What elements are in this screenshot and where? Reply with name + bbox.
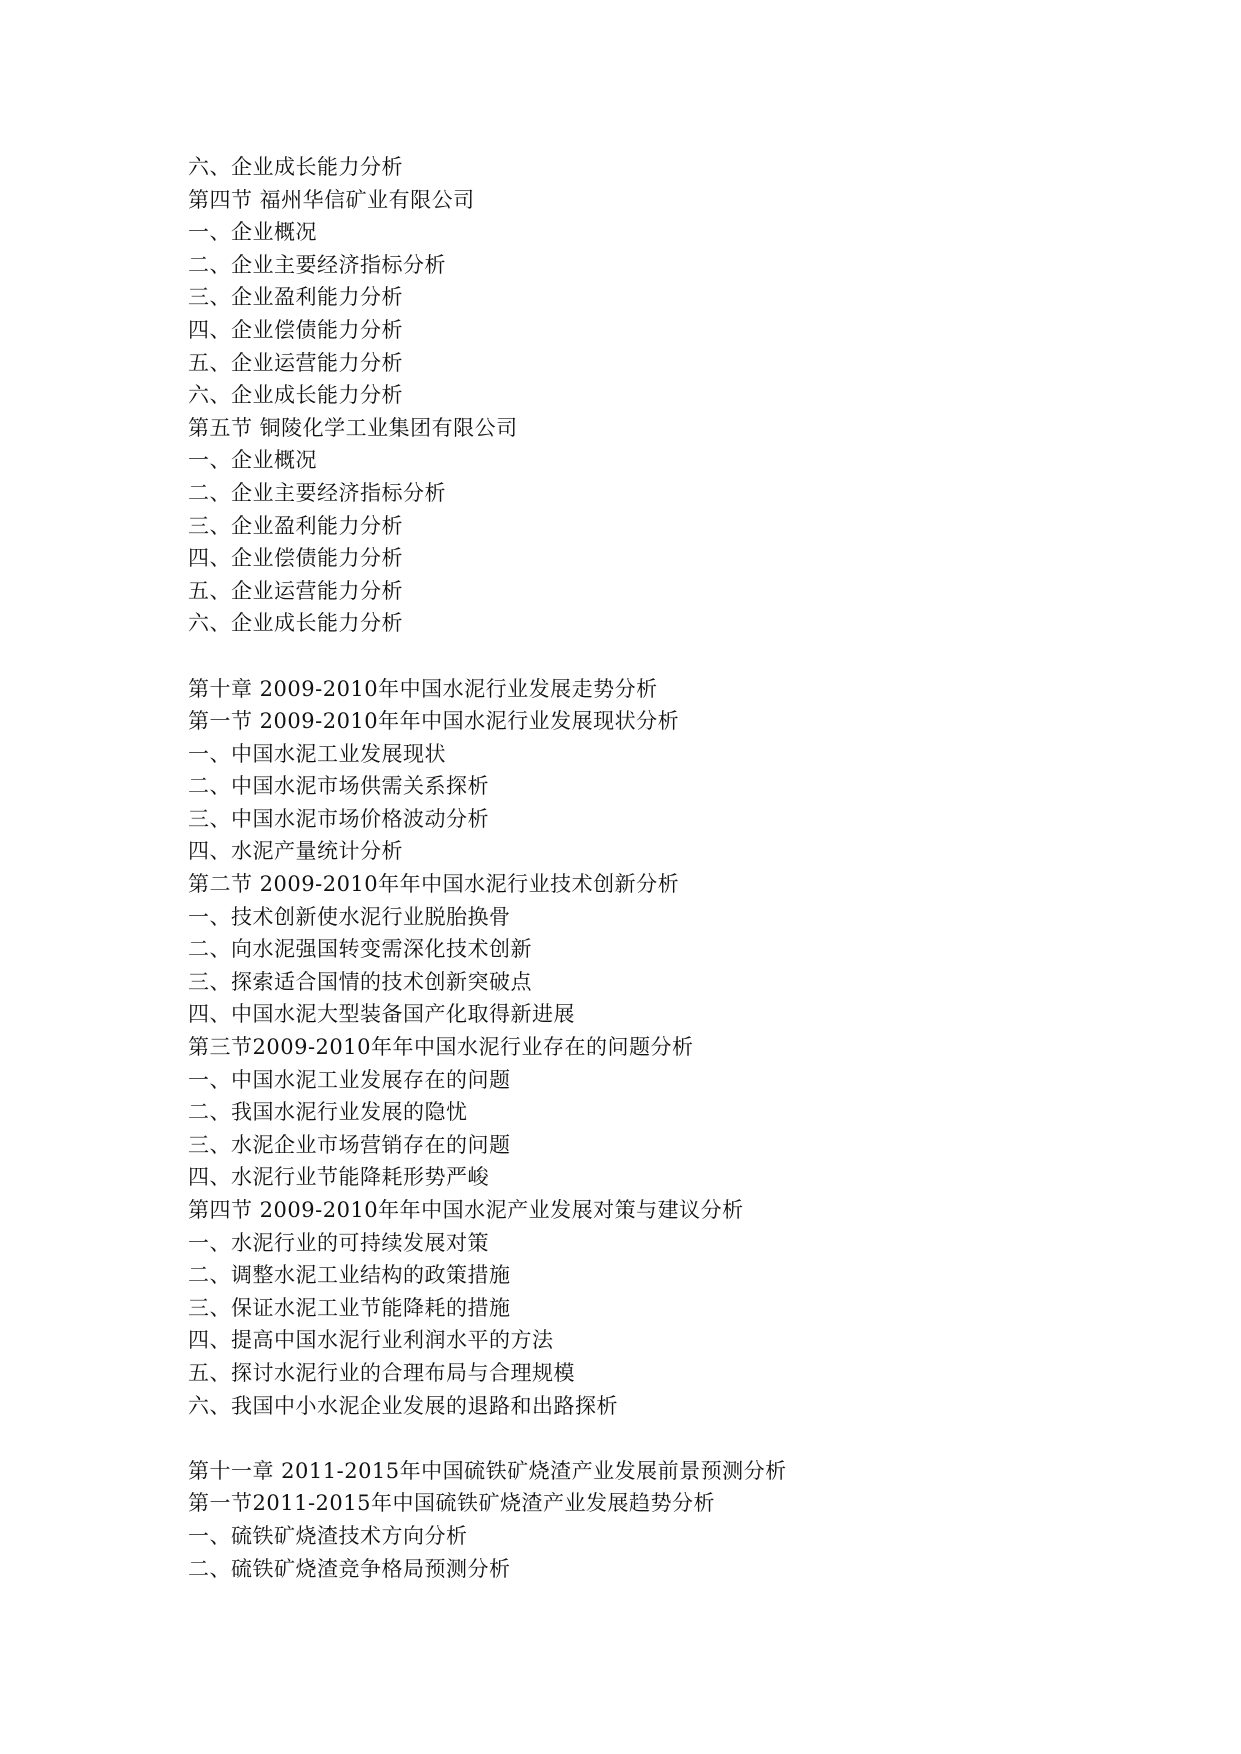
toc-line: 二、企业主要经济指标分析 [188, 480, 446, 505]
toc-line: 四、中国水泥大型装备国产化取得新进展 [188, 1002, 575, 1027]
toc-line: 一、企业概况 [188, 220, 317, 245]
toc-line: 四、水泥产量统计分析 [188, 839, 403, 864]
toc-line: 二、调整水泥工业结构的政策措施 [188, 1263, 511, 1288]
block-spacer [188, 1422, 1188, 1455]
toc-line: 六、企业成长能力分析 [188, 383, 403, 408]
toc-section-heading: 第一节2011-2015年中国硫铁矿烧渣产业发展趋势分析 [188, 1491, 715, 1516]
toc-line: 六、企业成长能力分析 [188, 611, 403, 636]
toc-line: 二、我国水泥行业发展的隐忧 [188, 1100, 468, 1125]
toc-line: 三、企业盈利能力分析 [188, 513, 403, 538]
toc-block-1 [188, 151, 1188, 640]
toc-line: 一、中国水泥工业发展现状 [188, 741, 446, 766]
toc-section-heading: 第二节 2009-2010年年中国水泥行业技术创新分析 [188, 872, 680, 897]
toc-line: 三、保证水泥工业节能降耗的措施 [188, 1295, 511, 1320]
toc-line: 一、硫铁矿烧渣技术方向分析 [188, 1523, 468, 1548]
toc-line: 二、向水泥强国转变需深化技术创新 [188, 937, 532, 962]
toc-block-3 [188, 1455, 1188, 1585]
toc-line: 二、中国水泥市场供需关系探析 [188, 774, 489, 799]
toc-line: 一、企业概况 [188, 448, 317, 473]
toc-line: 五、企业运营能力分析 [188, 578, 403, 603]
table-of-contents [188, 151, 1188, 1585]
toc-line: 四、提高中国水泥行业利润水平的方法 [188, 1328, 554, 1353]
toc-line: 四、水泥行业节能降耗形势严峻 [188, 1165, 489, 1190]
toc-chapter-heading: 第十章 2009-2010年中国水泥行业发展走势分析 [188, 676, 658, 701]
toc-line: 六、我国中小水泥企业发展的退路和出路探析 [188, 1393, 618, 1418]
toc-line: 三、探索适合国情的技术创新突破点 [188, 969, 532, 994]
toc-line: 一、水泥行业的可持续发展对策 [188, 1230, 489, 1255]
toc-section-heading: 第三节2009-2010年年中国水泥行业存在的问题分析 [188, 1035, 694, 1060]
toc-section-heading: 第一节 2009-2010年年中国水泥行业发展现状分析 [188, 709, 680, 734]
toc-line: 一、中国水泥工业发展存在的问题 [188, 1067, 511, 1092]
toc-block-2 [188, 673, 1188, 1423]
toc-line: 六、企业成长能力分析 [188, 155, 403, 179]
toc-line: 一、技术创新使水泥行业脱胎换骨 [188, 904, 511, 929]
toc-section-heading: 第五节 铜陵化学工业集团有限公司 [188, 415, 518, 440]
toc-line: 三、企业盈利能力分析 [188, 285, 403, 310]
toc-line: 五、企业运营能力分析 [188, 350, 403, 375]
toc-line: 三、中国水泥市场价格波动分析 [188, 806, 489, 831]
toc-section-heading: 第四节 福州华信矿业有限公司 [188, 187, 475, 212]
block-spacer [188, 640, 1188, 673]
toc-line: 五、探讨水泥行业的合理布局与合理规模 [188, 1360, 575, 1385]
toc-section-heading: 第四节 2009-2010年年中国水泥产业发展对策与建议分析 [188, 1198, 744, 1222]
toc-line: 二、企业主要经济指标分析 [188, 252, 446, 277]
toc-chapter-heading: 第十一章 2011-2015年中国硫铁矿烧渣产业发展前景预测分析 [188, 1458, 787, 1483]
toc-line: 二、硫铁矿烧渣竞争格局预测分析 [188, 1556, 511, 1581]
toc-line: 四、企业偿债能力分析 [188, 317, 403, 342]
toc-line: 三、水泥企业市场营销存在的问题 [188, 1132, 511, 1157]
toc-line: 四、企业偿债能力分析 [188, 546, 403, 571]
